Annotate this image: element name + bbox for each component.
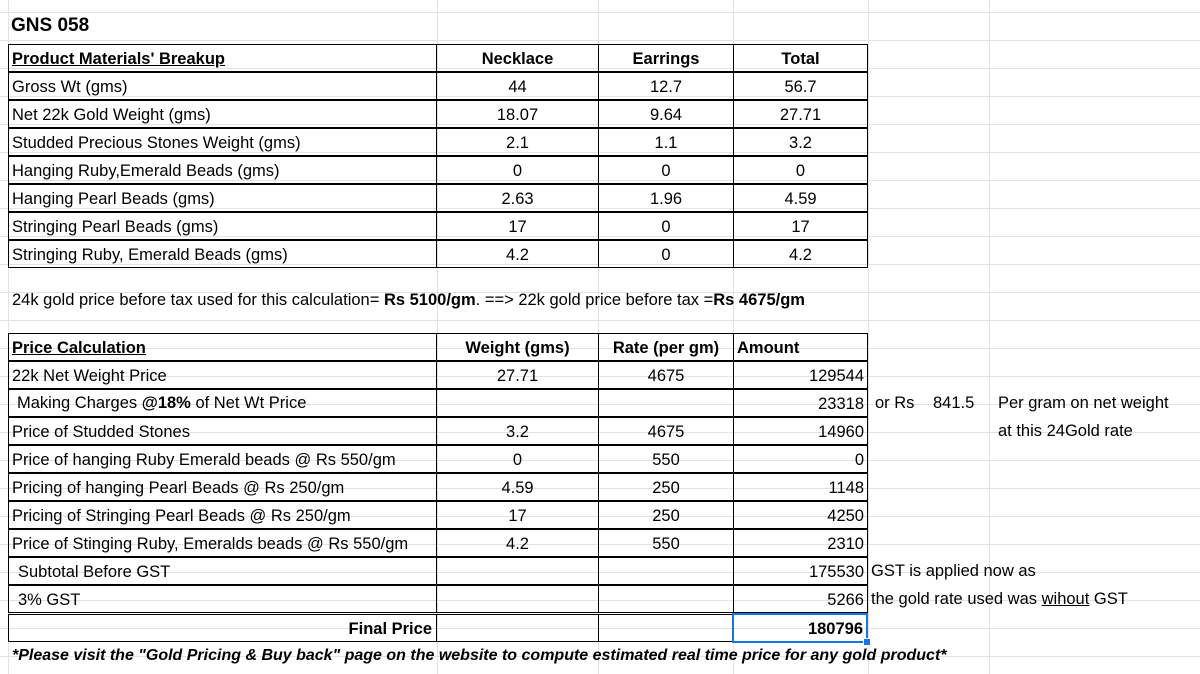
materials-cell-label[interactable]: Hanging Pearl Beads (gms) — [8, 184, 437, 212]
pricing-cell-amount[interactable]: 4250 — [733, 501, 868, 529]
pricing-header-rate[interactable]: Rate (per gm) — [598, 333, 734, 361]
pricing-cell-amount[interactable]: 0 — [733, 445, 868, 473]
gst-note-text-2: GST — [1089, 590, 1128, 608]
per-gram-text[interactable]: Per gram on net weight — [998, 394, 1169, 412]
materials-cell-total[interactable]: 4.2 — [733, 240, 868, 268]
pricing-header-label[interactable]: Price Calculation — [8, 333, 437, 361]
materials-cell-total[interactable]: 56.7 — [733, 72, 868, 100]
pricing-cell-rate[interactable]: 250 — [598, 501, 734, 529]
pricing-cell-rate[interactable]: 550 — [598, 445, 734, 473]
pricing-cell-label[interactable]: 3% GST — [8, 585, 437, 613]
materials-cell-total[interactable]: 0 — [733, 156, 868, 184]
materials-cell-label[interactable]: Stringing Pearl Beads (gms) — [8, 212, 437, 240]
pricing-cell-rate[interactable] — [598, 389, 734, 417]
pricing-header-weight[interactable]: Weight (gms) — [436, 333, 599, 361]
materials-cell-earrings[interactable]: 0 — [598, 156, 734, 184]
per-gram-value[interactable]: 841.5 — [933, 394, 975, 412]
pricing-cell-weight[interactable] — [436, 585, 599, 613]
making-text: Making Charges — [17, 394, 142, 412]
pricing-cell-label[interactable]: Price of Stinging Ruby, Emeralds beads @ Rs 550/gm — [8, 529, 437, 557]
sheet-title[interactable]: GNS 058 — [11, 15, 90, 36]
footer-note[interactable]: *Please visit the "Gold Pricing & Buy back" page on the website to compute estimated real time price for any gold product* — [12, 647, 947, 664]
making-text-2: of Net Wt Price — [190, 394, 307, 412]
pricing-header-amount[interactable]: Amount — [733, 333, 868, 361]
materials-cell-necklace[interactable]: 4.2 — [436, 240, 599, 268]
materials-cell-total[interactable]: 3.2 — [733, 128, 868, 156]
pricing-cell-label[interactable]: Subtotal Before GST — [8, 557, 437, 585]
gold-note-22k-rate: Rs 4675/gm — [713, 291, 805, 309]
grid-row-line — [0, 40, 1200, 41]
materials-cell-label[interactable]: Studded Precious Stones Weight (gms) — [8, 128, 437, 156]
pricing-cell-weight[interactable] — [436, 389, 599, 417]
pricing-cell-amount[interactable]: 1148 — [733, 473, 868, 501]
pricing-cell-label[interactable]: Price of Studded Stones — [8, 417, 437, 445]
making-charges-label[interactable] — [14, 389, 309, 417]
final-price-value[interactable]: 180796 — [733, 614, 867, 642]
gst-note-text: the gold rate used was — [871, 590, 1042, 608]
pricing-cell-amount[interactable]: 129544 — [733, 361, 868, 389]
materials-cell-label[interactable]: Stringing Ruby, Emerald Beads (gms) — [8, 240, 437, 268]
materials-cell-label[interactable]: Gross Wt (gms) — [8, 72, 437, 100]
final-price-label[interactable]: Final Price — [8, 614, 437, 642]
or-rs-label[interactable]: or Rs — [875, 394, 915, 412]
pricing-cell-weight[interactable] — [436, 557, 599, 585]
pricing-cell-amount[interactable]: 23318 — [733, 389, 868, 417]
pricing-cell-label[interactable]: Pricing of Stringing Pearl Beads @ Rs 250/gm — [8, 501, 437, 529]
materials-cell-earrings[interactable]: 0 — [598, 212, 734, 240]
gold-note-text-2: . ==> 22k gold price before tax = — [475, 291, 714, 309]
materials-cell-earrings[interactable]: 1.96 — [598, 184, 734, 212]
materials-cell-total[interactable]: 27.71 — [733, 100, 868, 128]
grid-row-line — [0, 320, 1200, 321]
materials-cell-label[interactable]: Hanging Ruby,Emerald Beads (gms) — [8, 156, 437, 184]
rate-text[interactable]: at this 24Gold rate — [998, 422, 1133, 440]
materials-cell-total[interactable]: 4.59 — [733, 184, 868, 212]
final-empty-2[interactable] — [598, 614, 734, 642]
gst-note-line2[interactable] — [868, 585, 1131, 613]
materials-cell-necklace[interactable]: 44 — [436, 72, 599, 100]
selected-cell-outline — [732, 613, 868, 643]
pricing-cell-label[interactable]: Price of hanging Ruby Emerald beads @ Rs 550/gm — [8, 445, 437, 473]
gst-note-underlined: wihout — [1041, 590, 1090, 608]
pricing-cell-rate[interactable]: 4675 — [598, 417, 734, 445]
pricing-cell-amount[interactable]: 14960 — [733, 417, 868, 445]
pricing-cell-rate[interactable] — [598, 557, 734, 585]
pricing-cell-rate[interactable]: 550 — [598, 529, 734, 557]
gst-note-line1[interactable]: GST is applied now as — [871, 562, 1036, 580]
pricing-cell-rate[interactable]: 250 — [598, 473, 734, 501]
materials-cell-earrings[interactable]: 9.64 — [598, 100, 734, 128]
pricing-cell-weight[interactable]: 4.59 — [436, 473, 599, 501]
pricing-cell-amount[interactable]: 175530 — [733, 557, 868, 585]
pricing-cell-rate[interactable] — [598, 585, 734, 613]
materials-cell-earrings[interactable]: 12.7 — [598, 72, 734, 100]
final-empty-1[interactable] — [436, 614, 599, 642]
gold-note-24k-rate: Rs 5100/gm — [383, 291, 476, 309]
pricing-cell-amount[interactable]: 5266 — [733, 585, 868, 613]
pricing-cell-weight[interactable]: 27.71 — [436, 361, 599, 389]
materials-cell-label[interactable]: Net 22k Gold Weight (gms) — [8, 100, 437, 128]
pricing-cell-weight[interactable]: 4.2 — [436, 529, 599, 557]
materials-header-necklace[interactable]: Necklace — [436, 44, 599, 72]
materials-cell-necklace[interactable]: 18.07 — [436, 100, 599, 128]
materials-header-label[interactable]: Product Materials' Breakup — [8, 44, 437, 72]
gold-note-text: 24k gold price before tax used for this calculation= — [12, 291, 384, 309]
materials-cell-necklace[interactable]: 2.1 — [436, 128, 599, 156]
materials-cell-necklace[interactable]: 2.63 — [436, 184, 599, 212]
pricing-cell-weight[interactable]: 3.2 — [436, 417, 599, 445]
pricing-cell-weight[interactable]: 17 — [436, 501, 599, 529]
pricing-cell-weight[interactable]: 0 — [436, 445, 599, 473]
materials-cell-earrings[interactable]: 0 — [598, 240, 734, 268]
pricing-cell-label[interactable]: 22k Net Weight Price — [8, 361, 437, 389]
pricing-cell-label[interactable]: Pricing of hanging Pearl Beads @ Rs 250/gm — [8, 473, 437, 501]
materials-cell-earrings[interactable]: 1.1 — [598, 128, 734, 156]
materials-header-total[interactable]: Total — [733, 44, 868, 72]
materials-cell-total[interactable]: 17 — [733, 212, 868, 240]
pricing-cell-amount[interactable]: 2310 — [733, 529, 868, 557]
materials-cell-necklace[interactable]: 0 — [436, 156, 599, 184]
grid-row-line — [0, 12, 1200, 13]
materials-header-earrings[interactable]: Earrings — [598, 44, 734, 72]
materials-cell-necklace[interactable]: 17 — [436, 212, 599, 240]
making-rate: @18% — [141, 394, 191, 412]
gold-price-note[interactable] — [9, 286, 808, 314]
pricing-cell-rate[interactable]: 4675 — [598, 361, 734, 389]
